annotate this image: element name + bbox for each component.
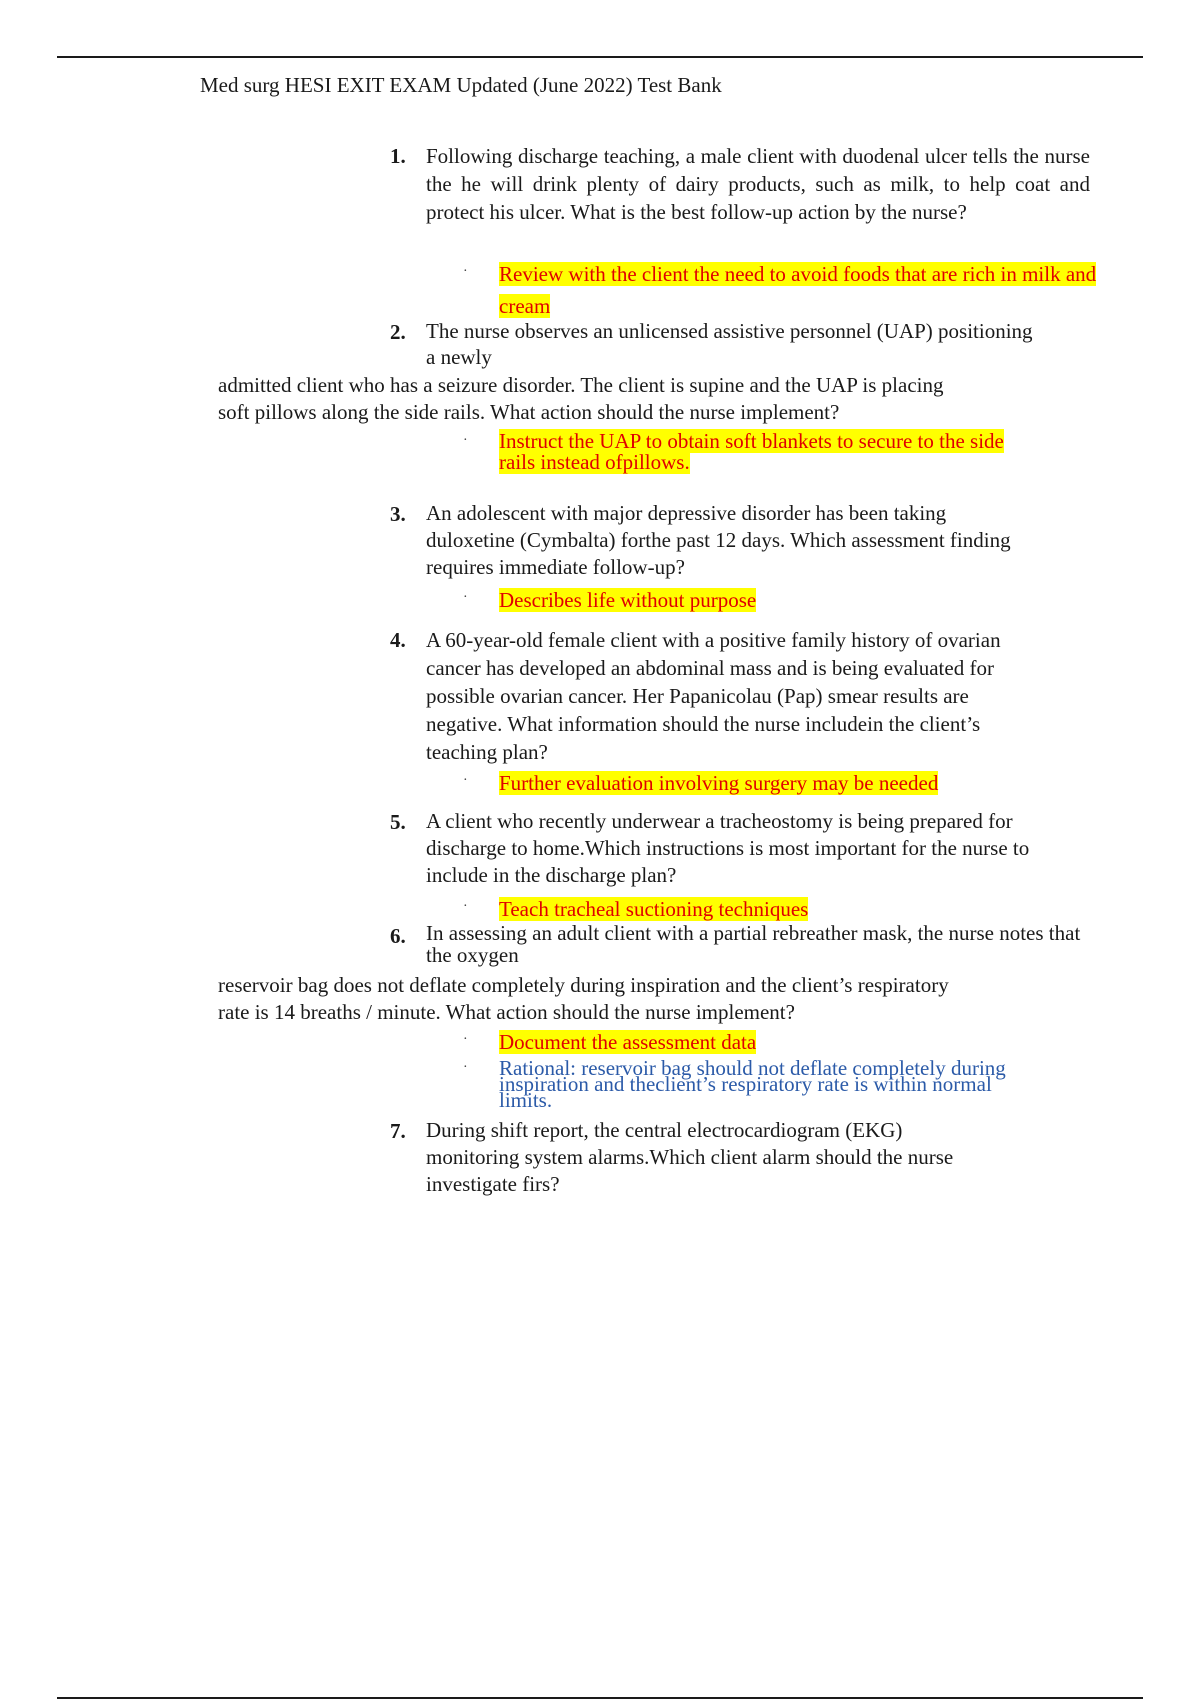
rational-text: Rational: reservoir bag should not deflate completely during inspiration and theclient’s respiratory rate is within normal limits. (499, 1056, 1006, 1112)
top-rule (57, 56, 1143, 58)
bullet-icon: · (463, 264, 468, 279)
bullet-icon: · (463, 1060, 468, 1075)
question-text: In assessing an adult client with a partial rebreather mask, the nurse notes that the oxygen (426, 921, 1081, 967)
question-text: A 60-year-old female client with a positive family history of ovarian cancer has developed an abdominal mass and is being evaluated for possible ovarian cancer. Her Papanicolau (Pap) smear results are negative. What information should the nurse includein the client’s teaching plan? (426, 628, 1001, 764)
bullet-icon: · (463, 773, 468, 788)
question-number: 7. (390, 1119, 406, 1143)
question-number: 5. (390, 810, 406, 834)
question-text: An adolescent with major depressive disorder has been taking duloxetine (Cymbalta) forthe past 12 days. Which assessment finding requires immediate follow-up? (426, 501, 1011, 579)
answer-text: Teach tracheal suctioning techniques (499, 897, 809, 921)
question-text: The nurse observes an unlicensed assistive personnel (UAP) positioning a newly (426, 319, 1033, 369)
bullet-icon: · (463, 1032, 468, 1047)
answer-text: Review with the client the need to avoid foods that are rich in milk and cream (499, 262, 1097, 318)
bullet-icon: · (463, 899, 468, 914)
question-text: During shift report, the central electrocardiogram (EKG) monitoring system alarms.Which client alarm should the nurse investigate firs? (426, 1118, 954, 1196)
bottom-rule (57, 1697, 1143, 1699)
question-2-continuation-2: soft pillows along the side rails. What action should the nurse implement? (218, 400, 840, 424)
document-header: Med surg HESI EXIT EXAM Updated (June 2022) Test Bank (200, 73, 722, 97)
question-number: 4. (390, 628, 406, 652)
bullet-icon: · (463, 433, 468, 448)
question-number: 2. (390, 320, 406, 344)
answer-text: Describes life without purpose (499, 588, 757, 612)
bullet-icon: · (463, 590, 468, 605)
answer-text: Document the assessment data (499, 1030, 757, 1054)
question-number: 3. (390, 502, 406, 526)
question-6-continuation-1: reservoir bag does not deflate completely during inspiration and the client’s respiratory (218, 973, 949, 997)
question-number: 1. (390, 144, 406, 168)
answer-text: Further evaluation involving surgery may be needed (499, 771, 939, 795)
question-2-continuation-1: admitted client who has a seizure disorder. The client is supine and the UAP is placing (218, 373, 944, 397)
answer-text: Instruct the UAP to obtain soft blankets to secure to the side rails instead ofpillows. (499, 429, 1004, 474)
question-number: 6. (390, 924, 406, 948)
question-6-continuation-2: rate is 14 breaths / minute. What action should the nurse implement? (218, 1000, 795, 1024)
question-text: Following discharge teaching, a male client with duodenal ulcer tells the nurse the he will drink plenty of dairy products, such as milk, to help coat and protect his ulcer. What is the best follow-up action by the nurse? (426, 144, 1090, 224)
question-text: A client who recently underwear a tracheostomy is being prepared for discharge to home.Which instructions is most important for the nurse to include in the discharge plan? (426, 809, 1030, 887)
